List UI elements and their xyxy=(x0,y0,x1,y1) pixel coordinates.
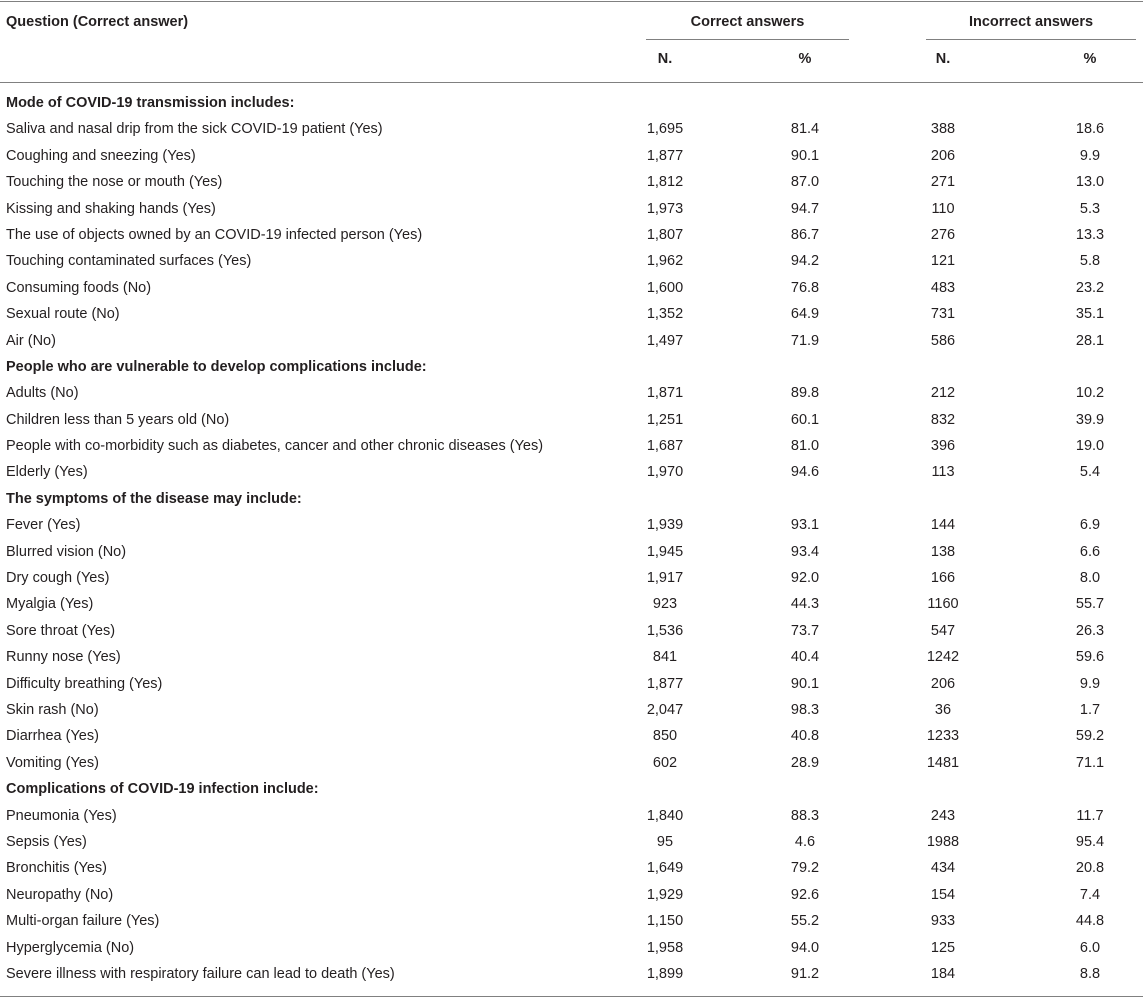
correct-n-cell: 1,929 xyxy=(646,886,684,903)
table-row xyxy=(0,723,1143,749)
incorrect-pct-cell: 59.2 xyxy=(1075,728,1105,745)
incorrect-n-cell: 832 xyxy=(930,411,956,428)
incorrect-pct-cell: 23.2 xyxy=(1075,279,1105,296)
correct-pct-cell: 73.7 xyxy=(790,622,820,639)
correct-pct-cell: 94.7 xyxy=(790,200,820,217)
incorrect-n-cell: 483 xyxy=(930,279,956,296)
table-row xyxy=(0,697,1143,723)
header-correct-n: N. xyxy=(657,51,673,67)
header-correct-pct: % xyxy=(798,51,812,67)
incorrect-n-cell: 1481 xyxy=(926,754,960,771)
correct-n-cell: 841 xyxy=(652,649,678,666)
table-row xyxy=(0,565,1143,591)
incorrect-n-cell: 731 xyxy=(930,306,956,323)
table-row xyxy=(0,248,1143,274)
incorrect-pct-cell: 13.0 xyxy=(1075,174,1105,191)
incorrect-pct-cell: 11.7 xyxy=(1076,807,1104,824)
section-heading: Mode of COVID-19 transmission includes: xyxy=(6,95,295,111)
question-cell: People with co-morbidity such as diabetes, cancer and other chronic diseases (Yes) xyxy=(6,438,544,455)
question-cell: Runny nose (Yes) xyxy=(6,649,121,666)
question-cell: Adults (No) xyxy=(6,385,79,402)
table-row xyxy=(0,407,1143,433)
correct-n-cell: 1,251 xyxy=(646,411,684,428)
incorrect-pct-cell: 59.6 xyxy=(1075,649,1105,666)
question-cell: Touching contaminated surfaces (Yes) xyxy=(6,253,252,270)
correct-n-cell: 1,939 xyxy=(646,517,684,534)
incorrect-n-cell: 434 xyxy=(930,860,956,877)
table-row xyxy=(0,539,1143,565)
incorrect-pct-cell: 9.9 xyxy=(1079,675,1101,692)
incorrect-n-cell: 1988 xyxy=(926,833,960,850)
question-cell: Touching the nose or mouth (Yes) xyxy=(6,174,223,191)
table-row xyxy=(0,750,1143,776)
table-row xyxy=(0,196,1143,222)
incorrect-n-cell: 271 xyxy=(930,174,956,191)
header-incorrect-pct: % xyxy=(1083,51,1097,67)
correct-pct-cell: 92.6 xyxy=(790,886,820,903)
table-row xyxy=(0,829,1143,855)
table-row xyxy=(0,908,1143,934)
correct-n-cell: 602 xyxy=(652,754,678,771)
question-cell: Consuming foods (No) xyxy=(6,279,152,296)
incorrect-pct-cell: 39.9 xyxy=(1075,411,1105,428)
question-cell: Fever (Yes) xyxy=(6,517,81,534)
question-cell: The use of objects owned by an COVID-19 infected person (Yes) xyxy=(6,226,423,243)
header-incorrect-n: N. xyxy=(935,51,951,67)
incorrect-pct-cell: 18.6 xyxy=(1075,121,1105,138)
incorrect-pct-cell: 26.3 xyxy=(1075,622,1105,639)
question-cell: Dry cough (Yes) xyxy=(6,570,110,587)
table-row xyxy=(0,855,1143,881)
incorrect-pct-cell: 20.8 xyxy=(1075,860,1105,877)
correct-n-cell: 1,945 xyxy=(646,543,684,560)
incorrect-n-cell: 113 xyxy=(931,464,955,481)
incorrect-n-cell: 388 xyxy=(930,121,956,138)
correct-n-cell: 1,899 xyxy=(646,965,684,982)
correct-pct-cell: 91.2 xyxy=(790,965,820,982)
correct-n-cell: 1,970 xyxy=(646,464,684,481)
correct-pct-cell: 71.9 xyxy=(790,332,820,349)
incorrect-pct-cell: 6.9 xyxy=(1079,517,1101,534)
table-row xyxy=(0,169,1143,195)
incorrect-n-cell: 144 xyxy=(930,517,956,534)
correct-pct-cell: 94.6 xyxy=(790,464,820,481)
question-cell: Kissing and shaking hands (Yes) xyxy=(6,200,216,217)
correct-pct-cell: 40.4 xyxy=(790,649,820,666)
question-cell: Children less than 5 years old (No) xyxy=(6,411,230,428)
incorrect-n-cell: 206 xyxy=(930,147,956,164)
table-row xyxy=(0,116,1143,142)
incorrect-pct-cell: 95.4 xyxy=(1075,833,1105,850)
incorrect-n-cell: 586 xyxy=(930,332,956,349)
correct-n-cell: 1,600 xyxy=(646,279,684,296)
correct-n-cell: 1,150 xyxy=(646,913,684,930)
incorrect-pct-cell: 44.8 xyxy=(1075,913,1105,930)
correct-pct-cell: 44.3 xyxy=(790,596,820,613)
question-cell: Diarrhea (Yes) xyxy=(6,728,99,745)
table-row xyxy=(0,671,1143,697)
correct-n-cell: 1,962 xyxy=(646,253,684,270)
correct-n-cell: 1,917 xyxy=(646,570,684,587)
incorrect-pct-cell: 13.3 xyxy=(1075,226,1105,243)
question-cell: Myalgia (Yes) xyxy=(6,596,94,613)
correct-n-cell: 1,536 xyxy=(646,622,684,639)
incorrect-n-cell: 138 xyxy=(930,543,956,560)
table-row xyxy=(0,803,1143,829)
incorrect-n-cell: 1242 xyxy=(926,649,960,666)
question-cell: Coughing and sneezing (Yes) xyxy=(6,147,196,164)
table-row xyxy=(0,512,1143,538)
correct-group-rule xyxy=(646,39,849,40)
correct-n-cell: 1,871 xyxy=(646,385,684,402)
correct-pct-cell: 81.4 xyxy=(790,121,820,138)
table-row xyxy=(0,618,1143,644)
table-row xyxy=(0,882,1143,908)
incorrect-pct-cell: 8.8 xyxy=(1079,965,1101,982)
table-row xyxy=(0,143,1143,169)
question-cell: Hyperglycemia (No) xyxy=(6,939,135,956)
correct-pct-cell: 64.9 xyxy=(790,306,820,323)
header-correct-answers: Correct answers xyxy=(690,14,805,30)
incorrect-n-cell: 154 xyxy=(930,886,956,903)
section-heading-row xyxy=(0,486,1143,512)
incorrect-pct-cell: 71.1 xyxy=(1075,754,1105,771)
correct-pct-cell: 94.2 xyxy=(790,253,820,270)
incorrect-pct-cell: 1.7 xyxy=(1079,701,1101,718)
correct-pct-cell: 92.0 xyxy=(790,570,820,587)
correct-n-cell: 1,687 xyxy=(646,438,684,455)
incorrect-pct-cell: 9.9 xyxy=(1079,147,1101,164)
table-row xyxy=(0,301,1143,327)
question-cell: Air (No) xyxy=(6,332,56,349)
question-cell: Skin rash (No) xyxy=(6,701,99,718)
incorrect-n-cell: 1160 xyxy=(927,596,959,613)
incorrect-pct-cell: 5.3 xyxy=(1079,200,1101,217)
correct-pct-cell: 89.8 xyxy=(790,385,820,402)
correct-n-cell: 1,840 xyxy=(646,807,684,824)
table-row xyxy=(0,961,1143,987)
correct-n-cell: 1,877 xyxy=(646,147,684,164)
correct-pct-cell: 94.0 xyxy=(790,939,820,956)
incorrect-pct-cell: 6.6 xyxy=(1079,543,1101,560)
table-row xyxy=(0,644,1143,670)
correct-n-cell: 850 xyxy=(652,728,678,745)
incorrect-pct-cell: 5.8 xyxy=(1079,253,1101,270)
incorrect-n-cell: 166 xyxy=(930,570,956,587)
table-body xyxy=(0,90,1143,987)
correct-pct-cell: 93.4 xyxy=(790,543,820,560)
incorrect-pct-cell: 7.4 xyxy=(1079,886,1101,903)
incorrect-pct-cell: 6.0 xyxy=(1079,939,1101,956)
question-cell: Sepsis (Yes) xyxy=(6,833,87,850)
incorrect-n-cell: 1233 xyxy=(926,728,960,745)
incorrect-group-rule xyxy=(926,39,1136,40)
section-heading-row xyxy=(0,776,1143,802)
table-row xyxy=(0,380,1143,406)
incorrect-n-cell: 396 xyxy=(930,438,956,455)
question-cell: Elderly (Yes) xyxy=(6,464,88,481)
question-cell: Vomiting (Yes) xyxy=(6,754,99,771)
correct-n-cell: 1,352 xyxy=(646,306,684,323)
incorrect-pct-cell: 55.7 xyxy=(1075,596,1105,613)
header-incorrect-answers: Incorrect answers xyxy=(968,14,1094,30)
correct-n-cell: 1,695 xyxy=(646,121,684,138)
incorrect-n-cell: 125 xyxy=(930,939,956,956)
incorrect-n-cell: 933 xyxy=(930,913,956,930)
question-cell: Sexual route (No) xyxy=(6,306,120,323)
correct-n-cell: 1,497 xyxy=(646,332,684,349)
incorrect-n-cell: 547 xyxy=(930,622,956,639)
correct-pct-cell: 55.2 xyxy=(790,913,820,930)
section-heading: Complications of COVID-19 infection include: xyxy=(6,781,319,798)
table-row xyxy=(0,433,1143,459)
question-cell: Neuropathy (No) xyxy=(6,886,114,903)
incorrect-pct-cell: 19.0 xyxy=(1075,438,1105,455)
correct-n-cell: 1,958 xyxy=(646,939,684,956)
question-cell: Bronchitis (Yes) xyxy=(6,860,108,877)
table-row xyxy=(0,935,1143,961)
correct-pct-cell: 28.9 xyxy=(790,754,820,771)
table-bottom-rule xyxy=(0,996,1143,997)
correct-pct-cell: 4.6 xyxy=(794,833,816,850)
correct-pct-cell: 60.1 xyxy=(790,411,820,428)
incorrect-pct-cell: 10.2 xyxy=(1075,385,1105,402)
correct-pct-cell: 98.3 xyxy=(790,701,820,718)
incorrect-n-cell: 212 xyxy=(930,385,956,402)
correct-pct-cell: 86.7 xyxy=(790,226,820,243)
correct-pct-cell: 90.1 xyxy=(790,147,820,164)
correct-pct-cell: 79.2 xyxy=(790,860,820,877)
section-heading-row xyxy=(0,90,1143,116)
incorrect-pct-cell: 35.1 xyxy=(1075,306,1105,323)
correct-n-cell: 1,807 xyxy=(646,226,684,243)
incorrect-n-cell: 110 xyxy=(931,200,955,217)
correct-pct-cell: 93.1 xyxy=(790,517,820,534)
question-cell: Difficulty breathing (Yes) xyxy=(6,675,163,692)
table-row xyxy=(0,328,1143,354)
question-cell: Multi-organ failure (Yes) xyxy=(6,913,160,930)
incorrect-n-cell: 206 xyxy=(930,675,956,692)
incorrect-pct-cell: 28.1 xyxy=(1075,332,1105,349)
correct-pct-cell: 81.0 xyxy=(790,438,820,455)
incorrect-n-cell: 184 xyxy=(930,965,956,982)
incorrect-pct-cell: 5.4 xyxy=(1079,464,1101,481)
correct-n-cell: 1,877 xyxy=(646,675,684,692)
correct-n-cell: 95 xyxy=(656,833,674,850)
section-heading: People who are vulnerable to develop complications include: xyxy=(6,358,427,375)
correct-n-cell: 2,047 xyxy=(646,701,684,718)
correct-n-cell: 1,649 xyxy=(646,860,684,877)
question-cell: Sore throat (Yes) xyxy=(6,622,116,639)
question-cell: Severe illness with respiratory failure can lead to death (Yes) xyxy=(6,965,395,982)
correct-pct-cell: 87.0 xyxy=(790,174,820,191)
correct-pct-cell: 40.8 xyxy=(790,728,820,745)
correct-pct-cell: 90.1 xyxy=(790,675,820,692)
table-row xyxy=(0,591,1143,617)
question-cell: Blurred vision (No) xyxy=(6,543,127,560)
incorrect-n-cell: 121 xyxy=(930,253,956,270)
correct-n-cell: 1,812 xyxy=(646,174,684,191)
correct-n-cell: 1,973 xyxy=(646,200,684,217)
table-row xyxy=(0,459,1143,485)
incorrect-pct-cell: 8.0 xyxy=(1079,570,1101,587)
section-heading-row xyxy=(0,354,1143,380)
incorrect-n-cell: 276 xyxy=(930,226,956,243)
header-question: Question (Correct answer) xyxy=(6,14,189,30)
correct-n-cell: 923 xyxy=(652,596,678,613)
table-row xyxy=(0,222,1143,248)
question-cell: Pneumonia (Yes) xyxy=(6,807,117,824)
correct-pct-cell: 88.3 xyxy=(790,807,820,824)
correct-pct-cell: 76.8 xyxy=(790,279,820,296)
question-cell: Saliva and nasal drip from the sick COVID-19 patient (Yes) xyxy=(6,121,383,138)
section-heading: The symptoms of the disease may include: xyxy=(6,490,302,507)
incorrect-n-cell: 243 xyxy=(930,807,956,824)
table-row xyxy=(0,275,1143,301)
table-header xyxy=(0,0,1143,83)
incorrect-n-cell: 36 xyxy=(934,701,952,718)
